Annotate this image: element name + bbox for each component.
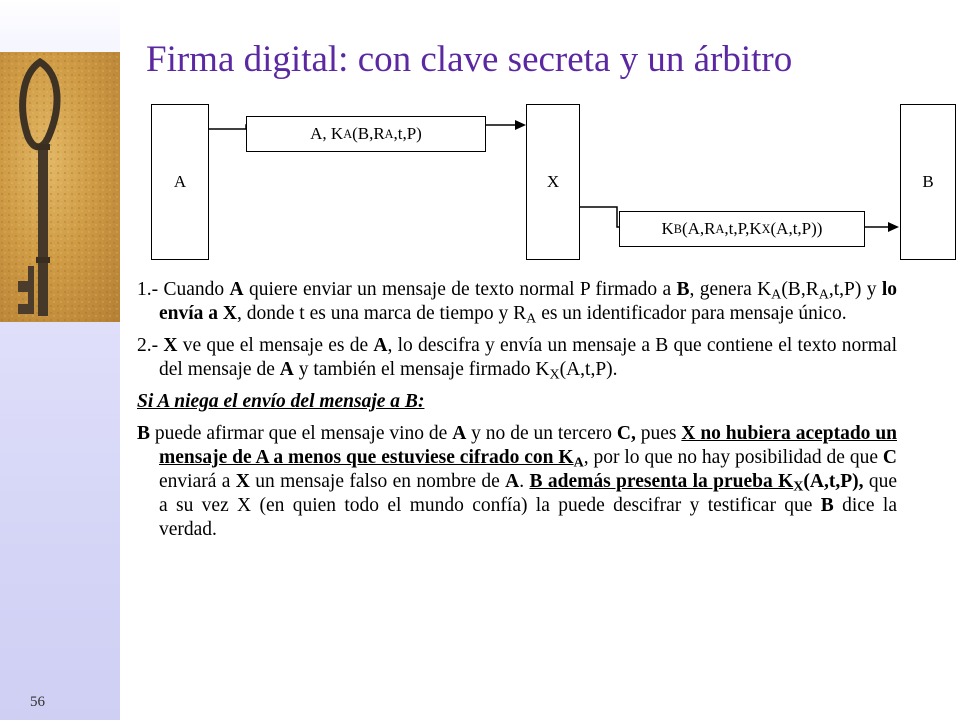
- body-text-fragment: (A,t,P).: [559, 359, 618, 380]
- msg1-text: (B,R: [352, 124, 385, 143]
- body-text-fragment: lo envía a X: [159, 279, 897, 324]
- body-text-fragment: A: [373, 335, 388, 356]
- subscript-text: X: [549, 366, 560, 383]
- message-x-to-b: K B (A,R A ,t,P,K X (A,t,P)): [619, 211, 865, 247]
- body-text-fragment: enviará a: [159, 471, 236, 492]
- body-text-fragment: B además presenta la prueba K: [529, 471, 794, 492]
- body-text-fragment: (B,R: [781, 279, 819, 300]
- body-text-fragment: que a su vez X (en quien todo el mundo confía) la puede descifrar y testificar que: [159, 471, 898, 516]
- body-text-fragment: quiere enviar un mensaje de texto normal P firmado a: [243, 279, 677, 300]
- msg1-text: A, K: [310, 124, 344, 143]
- body-text-fragment: , por lo que no hay posibilidad de que: [583, 447, 883, 468]
- entity-a-label: A: [173, 172, 187, 191]
- body-text-fragment: A: [505, 471, 520, 492]
- body-text-fragment: B: [137, 423, 151, 444]
- entity-x-label: X: [546, 172, 560, 191]
- subscript-text: A: [771, 286, 782, 303]
- body-text-fragment: 2.-: [137, 335, 164, 356]
- antique-key-image: [0, 52, 120, 322]
- body-text-fragment: un mensaje falso en nombre de: [249, 471, 506, 492]
- subscript-text: A: [818, 286, 829, 303]
- body-text-fragment: A: [229, 279, 244, 300]
- entity-x-box: [526, 104, 580, 260]
- body-text-fragment: .: [519, 471, 530, 492]
- msg2-text: (A,R: [681, 219, 716, 238]
- body-text-fragment: (A,t,P),: [803, 471, 864, 492]
- msg2-text: K: [661, 219, 674, 238]
- msg1-text: ,t,P): [393, 124, 422, 143]
- body-text-fragment: B: [820, 495, 834, 516]
- body-text-fragment: , donde t es una marca de tiempo y R: [237, 303, 527, 324]
- body-text-fragment: dice la verdad.: [159, 495, 897, 540]
- paragraph-step-1: [137, 278, 897, 326]
- body-text-fragment: X: [235, 471, 250, 492]
- subscript-text: X: [793, 478, 804, 495]
- body-text-fragment: A: [279, 359, 294, 380]
- body-text-fragment: C: [882, 447, 897, 468]
- entity-a-box: [151, 104, 209, 260]
- body-text-fragment: es un identificador para mensaje único.: [536, 303, 847, 324]
- paragraph-step-2: [137, 334, 897, 382]
- body-text-fragment: ,t,P) y: [828, 279, 882, 300]
- body-text-fragment: pues: [635, 423, 682, 444]
- body-text-fragment: A: [452, 423, 467, 444]
- body-text-fragment: B: [676, 279, 690, 300]
- body-text-fragment: X no hubiera aceptado un mensaje de A a menos que estuviese cifrado con K: [159, 423, 898, 468]
- slide-number: 56: [30, 694, 45, 710]
- body-text-fragment: 1.- Cuando: [137, 279, 230, 300]
- msg2-text: ,t,P,K: [724, 219, 762, 238]
- body-text-fragment: C,: [616, 423, 636, 444]
- message-a-to-x: A, K A (B,R A ,t,P): [246, 116, 486, 152]
- page-title: Firma digital: con clave secreta y un árbitro: [146, 39, 793, 80]
- body-text-fragment: y no de un tercero: [466, 423, 617, 444]
- msg2-text: (A,t,P)): [770, 219, 823, 238]
- key-icon: [0, 52, 120, 322]
- entity-b-box: [900, 104, 956, 260]
- entity-b-label: B: [922, 172, 934, 191]
- body-text-fragment: X: [163, 335, 178, 356]
- subscript-text: A: [573, 454, 584, 471]
- paragraph-conclusion: [137, 422, 897, 542]
- section-subheading: Si A niega el envío del mensaje a B:: [137, 391, 425, 412]
- body-text-fragment: y también el mensaje firmado K: [293, 359, 550, 380]
- subscript-text: A: [526, 310, 537, 327]
- slide-body: [137, 278, 897, 550]
- body-text-fragment: , genera K: [689, 279, 772, 300]
- body-text-fragment: ve que el mensaje es de: [177, 335, 374, 356]
- body-text-fragment: , lo descifra y envía un mensaje a B que contiene el texto normal del mensaje de: [159, 335, 897, 380]
- body-text-fragment: puede afirmar que el mensaje vino de: [150, 423, 453, 444]
